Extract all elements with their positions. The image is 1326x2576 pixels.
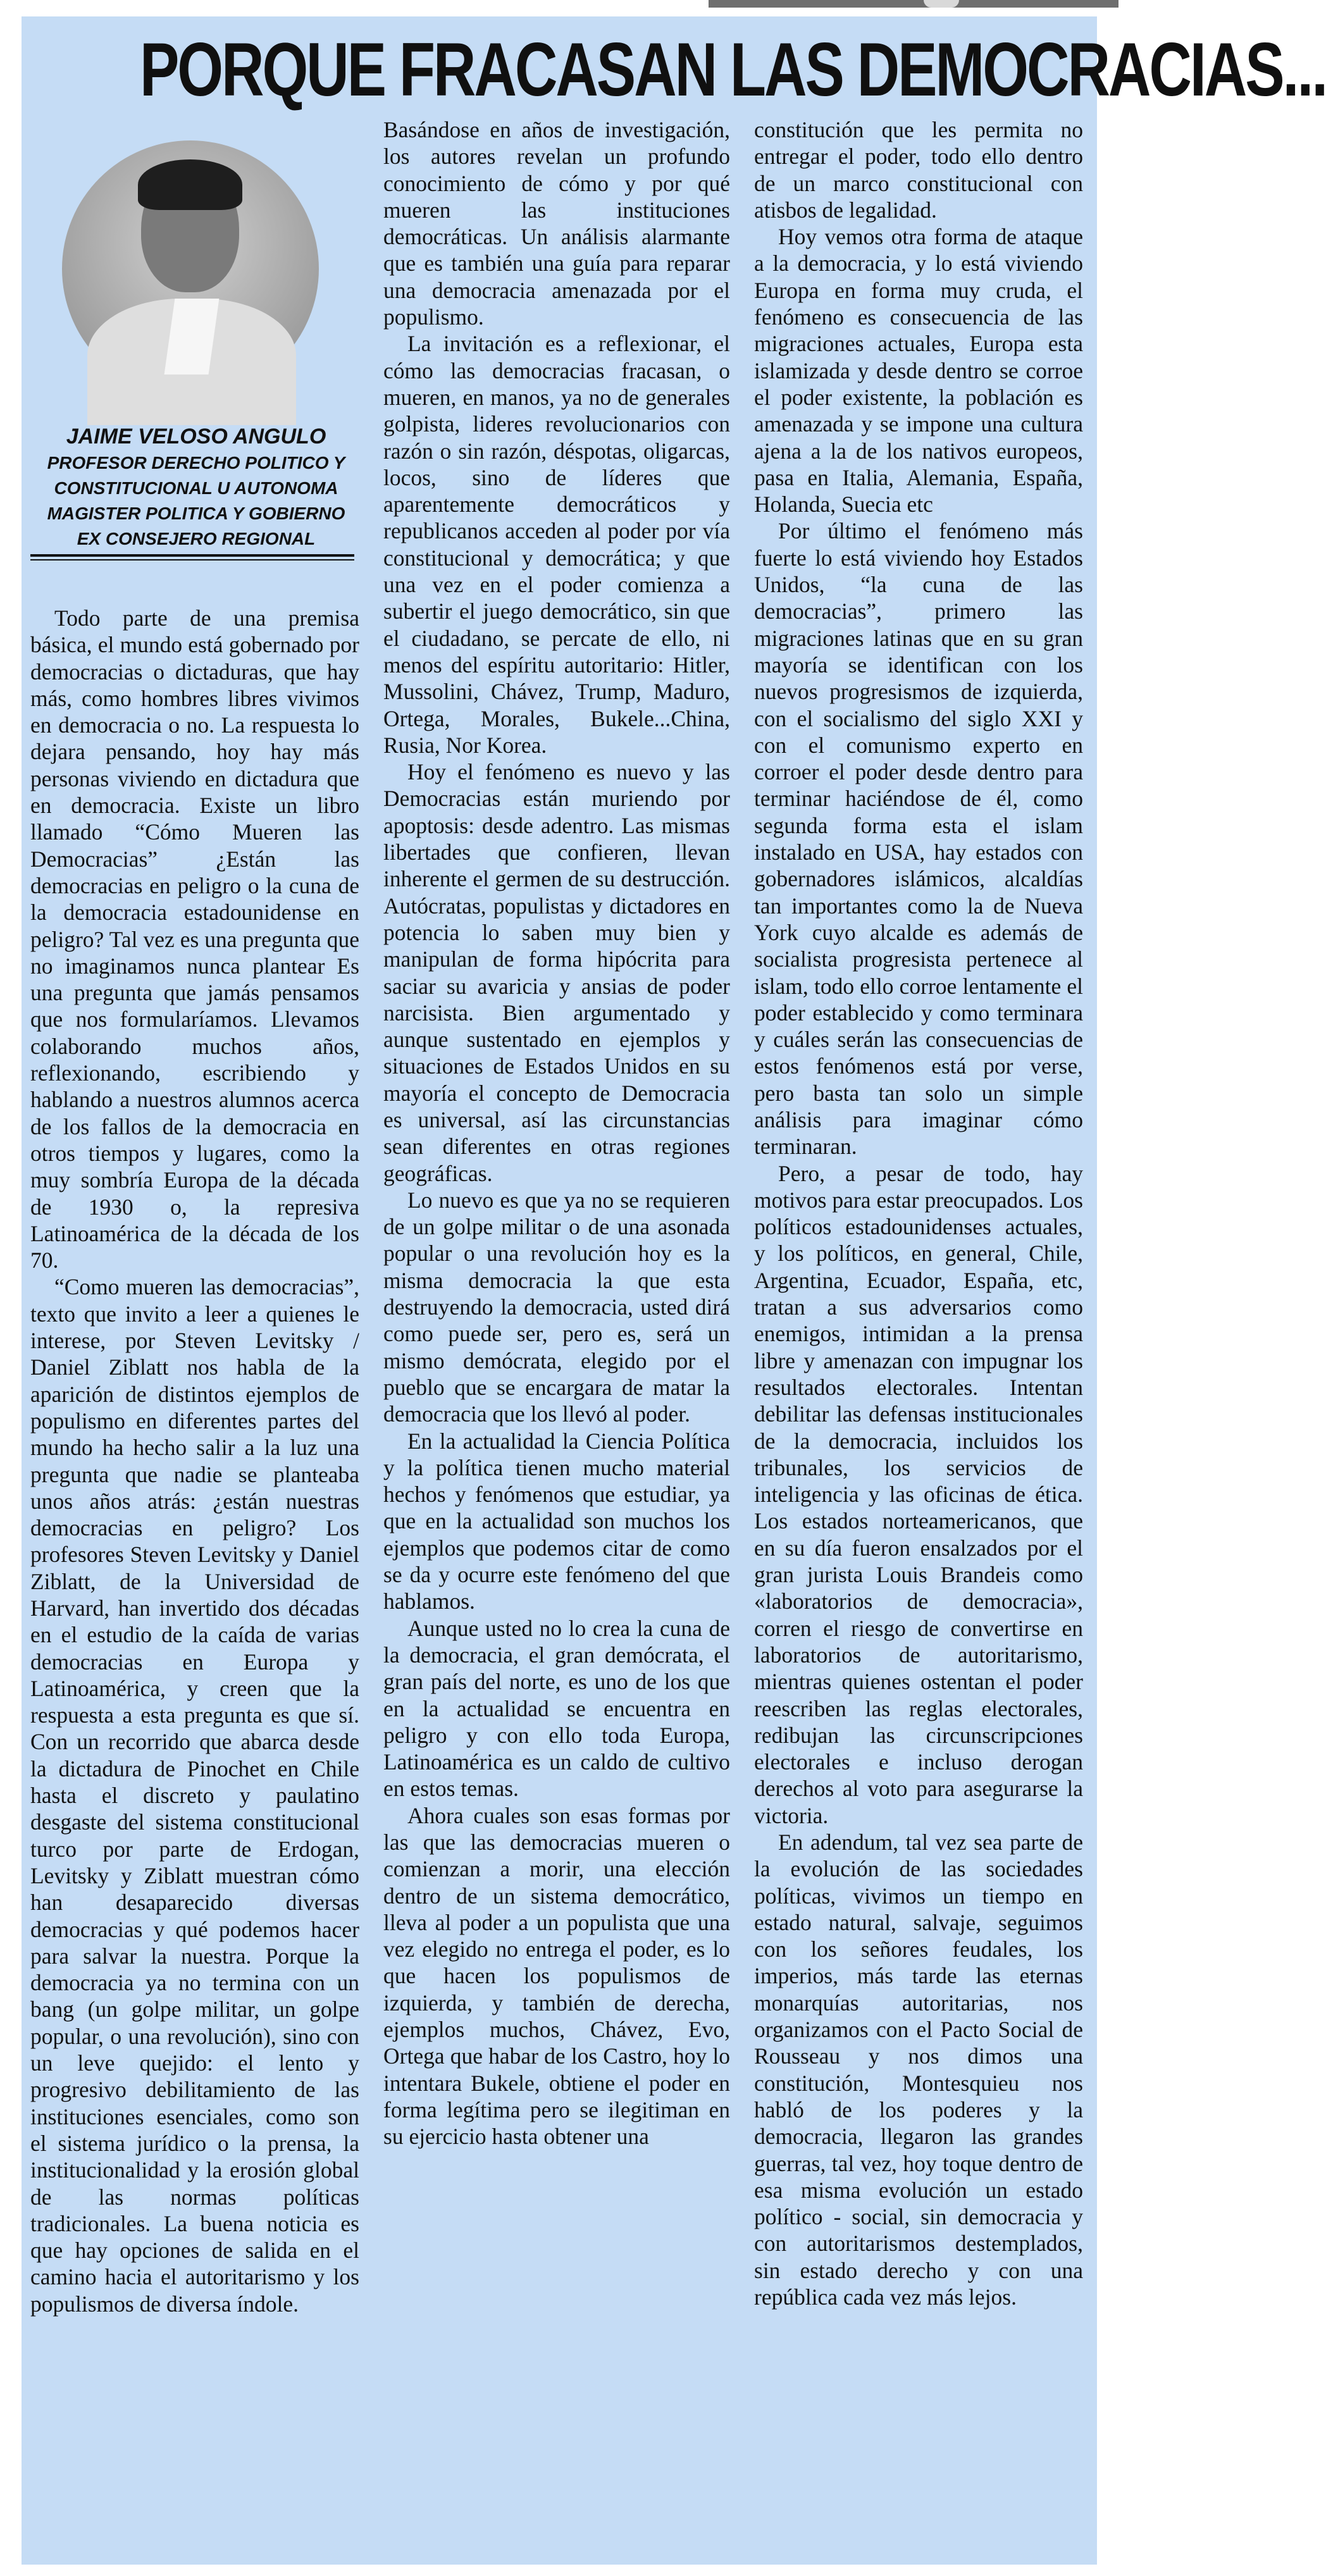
paragraph: Todo parte de una premisa básica, el mundo está gobernado por democracias o dictaduras, que hay más, como hombres libres vivimos en democracia o no. La respuesta lo dejara pensando, hoy hay más personas viviendo en dictadura que en democracia. Existe un libro llamado “Cómo Mueren las Democracias” ¿Están las democracias en peligro o la cuna de la democracia estadounidense en peligro? Tal vez es una pregunta que no imaginamos nunca plantear Es una pregunta que jamás pensamos que nos formularíamos. Llevamos colaborando muchos años, reflexionando, escribiendo y hablando a nuestros alumnos acerca de los fallos de la democracia en otros tiempos y lugares, como la muy sombría Europa de la década de 1930 o, la represiva Latinoamérica de la década de los 70. xyxy=(30,605,359,1273)
headline: PORQUE FRACASAN LAS DEMOCRACIAS... xyxy=(140,27,1326,112)
top-emblem-icon xyxy=(924,0,959,8)
byline-rule xyxy=(30,554,354,557)
paragraph: Basándose en años de investigación, los autores revelan un profundo conocimiento de cómo y por qué mueren las instituciones democráticas. Un análisis alarmante que es también una guía para reparar una democracia amenazada por el populismo. xyxy=(383,117,730,330)
paragraph: Aunque usted no lo crea la cuna de la democracia, el gran demócrata, el gran país del norte, es uno de los que en la actualidad se encuentra en peligro y con ello toda Europa, Latinoamérica es un caldo de cultivo en estos temas. xyxy=(383,1615,730,1802)
byline-rule-thin xyxy=(30,559,354,560)
author-role: PROFESOR DERECHO POLITICO Y xyxy=(47,453,345,473)
byline xyxy=(25,423,367,552)
column-1 xyxy=(30,605,359,2317)
paragraph: La invitación es a reflexionar, el cómo las democracias fracasan, o mueren, en manos, ya no de generales golpista, lideres revolucionarios con razón o sin razón, déspotas, oligarcas, locos, sino de líderes que aparentemente democráticos y republicanos acceden al poder por vía constitucional y democrática; y que una vez en el poder comienza a subertir el juego democrático, sin que el ciudadano, se percate de ello, ni menos del espíritu autoritario: Hitler, Mussolini, Chávez, Trump, Maduro, Ortega, Morales, Bukele...China, Rusia, Nor Korea. xyxy=(383,331,730,758)
paragraph: “Como mueren las democracias”, texto que invito a leer a quienes le interese, por Steven Levitsky / Daniel Ziblatt nos habla de la aparición de distintos ejemplos de populismo en diferentes partes del mundo ha hecho salir a la luz una pregunta que nadie se planteaba unos años atrás: ¿están nuestras democracias en peligro? Los profesores Steven Levitsky y Daniel Ziblatt, de la Universidad de Harvard, han invertido dos décadas en el estudio de la caída de varias democracias en Europa y Latinoamérica, y creen que la respuesta a esta pregunta es que sí. Con un recorrido que abarca desde la dictadura de Pinochet en Chile hasta el discreto y paulatino desgaste del sistema constitucional turco por parte de Erdogan, Levitsky y Ziblatt muestran cómo han desaparecido diversas democracias y qué podemos hacer para salvar la nuestra. Porque la democracia ya no termina con un bang (un golpe militar, un golpe popular, o una revolución), sino con un leve quejido: el lento y progresivo debilitamiento de las instituciones esenciales, como son el sistema jurídico o la prensa, la institucionalidad y la erosión global de las normas políticas tradicionales. La buena noticia es que hay opciones de salida en el camino hacia el autoritarismo y los populismos de diversa índole. xyxy=(30,1274,359,2317)
paragraph: constitución que les permita no entregar el poder, todo ello dentro de un marco constitucional con atisbos de legalidad. xyxy=(754,117,1083,223)
author-role: MAGISTER POLITICA Y GOBIERNO xyxy=(47,504,345,523)
paragraph: Ahora cuales son esas formas por las que las democracias mueren o comienzan a morir, una elección dentro de un sistema democrático, lleva al poder a un populista que una vez elegido no entrega el poder, es lo que hacen los populismos de izquierda, y también de derecha, ejemplos muchos, Chávez, Evo, Ortega que habar de los Castro, hoy lo intentara Bukele, obtiene el poder en forma legítima pero se ilegitiman en su ejercicio hasta obtener una xyxy=(383,1802,730,2150)
author-role: EX CONSEJERO REGIONAL xyxy=(77,529,316,548)
paragraph: Hoy vemos otra forma de ataque a la democracia, y lo está viviendo Europa en forma muy cruda, el fenómeno es consecuencia de las migraciones actuales, Europa esta islamizada y desde dentro se corroe el poder existente, la población es amenazada y se impone una cultura ajena a la de los nativos europeos, pasa en Italia, Alemania, España, Holanda, Suecia etc xyxy=(754,224,1083,517)
photo-hair xyxy=(138,159,242,210)
column-2 xyxy=(383,116,730,2150)
author-role: CONSTITUCIONAL U AUTONOMA xyxy=(54,478,338,498)
paragraph: Hoy el fenómeno es nuevo y las Democracias están muriendo por apoptosis: desde adentro. Las mismas libertades que confieren, llevan inherente el germen de su destrucción. Autócratas, populistas y dictadores en potencia lo saben muy bien y manipulan de forma hipócrita para saciar su avaricia y ansias de poder narcisista. Bien argumentado y aunque sustentado en ejemplos y situaciones de Estados Unidos en su mayoría el concepto de Democracia es universal, así las circunstancias sean diferentes en otras regiones geográficas. xyxy=(383,759,730,1186)
top-bar xyxy=(709,0,1118,8)
column-3 xyxy=(754,116,1083,2310)
paragraph: Lo nuevo es que ya no se requieren de un golpe militar o de una asonada popular o una revolución hoy es la misma democracia la que esta destruyendo la democracia, usted dirá como puede ser, pero es, será un mismo demócrata, elegido por el pueblo que se encargara de matar la democracia que los llevó al poder. xyxy=(383,1187,730,1427)
paragraph: Pero, a pesar de todo, hay motivos para estar preocupados. Los políticos estadounidenses actuales, y los políticos, en general, Chile, Argentina, Ecuador, España, etc, tratan a sus adversarios como enemigos, intimidan a la prensa libre y amenazan con impugnar los resultados electorales. Intentan debilitar las defensas institucionales de la democracia, incluidos los tribunales, los servicios de inteligencia y las oficinas de ética. Los estados norteamericanos, que en su día fueron ensalzados por el gran jurista Louis Brandeis como «laboratorios de democracia», corren el riesgo de convertirse en laboratorios de autoritarismo, mientras quienes ostentan el poder reescriben las reglas electorales, redibujan las circunscripciones electorales e incluso derogan derechos al voto para asegurarse la victoria. xyxy=(754,1160,1083,1828)
paragraph: Por último el fenómeno más fuerte lo está viviendo hoy Estados Unidos, “la cuna de las democracias”, primero las migraciones latinas que en su gran mayoría se identifican con los nuevos progresismos de izquierda, con el socialismo del siglo XXI y con el comunismo experto en corroer el poder desde dentro para terminar haciéndose de él, como segunda forma esta el islam instalado en USA, hay estados con gobernadores islámicos, alcaldías tan importantes como la de Nueva York cuyo alcalde es además de socialista progresista pertenece al islam, todo ello corroe lentamente el poder establecido y como terminara y cuáles serán las consecuencias de estos fenómenos está por verse, pero basta tan solo un simple análisis para imaginar cómo terminaran. xyxy=(754,518,1083,1160)
author-name: JAIME VELOSO ANGULO xyxy=(66,424,326,449)
paragraph: En adendum, tal vez sea parte de la evolución de las sociedades políticas, vivimos un tiempo en estado natural, salvaje, seguimos con los señores feudales, los imperios, más tarde las eternas monarquías autoritarias, nos organizamos con el Pacto Social de Rousseau y nos dimos una constitución, Montesquieu nos habló de los poderes y la democracia, llegaron las grandes guerras, tal vez, hoy toque dentro de esa misma evolución un estado político - social, sin democracia y con autoritarismos destemplados, sin estado derecho y con una república cada vez más lejos. xyxy=(754,1830,1083,2310)
author-photo xyxy=(62,140,319,397)
paragraph: En la actualidad la Ciencia Política y la política tienen mucho material hechos y fenómenos que estudiar, ya que en la actualidad son muchos los ejemplos que podemos citar de como se da y ocurre este fenómeno del que hablamos. xyxy=(383,1428,730,1614)
